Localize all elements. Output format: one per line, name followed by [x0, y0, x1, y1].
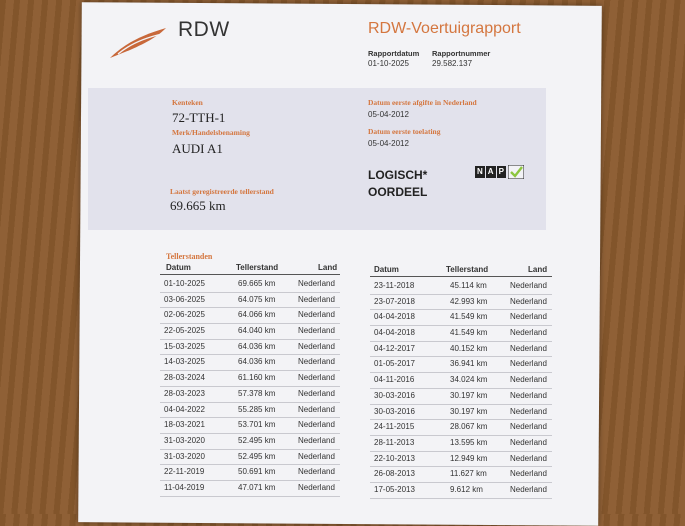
table-row [370, 436, 552, 452]
header-datum: Datum [374, 265, 399, 274]
header-rule [160, 274, 340, 275]
cell-datum: 04-11-2016 [374, 375, 415, 385]
cell-datum: 04-12-2017 [374, 343, 415, 353]
oordeel-line1: LOGISCH* [368, 168, 428, 182]
cell-land: Nederland [298, 373, 335, 383]
afgifte-value: 05-04-2012 [368, 110, 409, 119]
table-row [370, 467, 552, 483]
cell-datum: 23-07-2018 [374, 296, 415, 306]
cell-datum: 02-06-2025 [164, 310, 205, 320]
table-row [160, 481, 340, 497]
table-row [160, 308, 340, 324]
cell-stand: 45.114 km [450, 281, 487, 290]
cell-datum: 23-11-2018 [374, 281, 415, 290]
cell-land: Nederland [510, 469, 547, 479]
cell-datum: 22-10-2013 [374, 453, 415, 463]
table-row [370, 405, 552, 421]
cell-land: Nederland [298, 310, 335, 320]
kenteken-label: Kenteken [172, 98, 203, 107]
cell-stand: 30.197 km [450, 390, 488, 400]
rapportnummer-value: 29.582.137 [432, 59, 473, 68]
cell-stand: 42.993 km [450, 296, 488, 306]
cell-stand: 40.152 km [450, 343, 488, 353]
cell-land: Nederland [510, 281, 547, 290]
cell-stand: 64.036 km [238, 341, 276, 351]
cell-stand: 28.067 km [450, 422, 488, 432]
cell-stand: 57.378 km [238, 388, 276, 398]
cell-datum: 04-04-2018 [374, 328, 415, 338]
cell-land: Nederland [298, 420, 335, 430]
cell-land: Nederland [298, 388, 335, 398]
cell-stand: 55.285 km [238, 404, 276, 414]
rapportdatum-label: Rapportdatum [368, 49, 420, 58]
table-row [370, 326, 552, 342]
cell-land: Nederland [510, 328, 547, 338]
cell-datum: 30-03-2016 [374, 390, 415, 400]
cell-stand: 11.627 km [450, 469, 487, 479]
cell-datum: 18-03-2021 [164, 420, 205, 430]
cell-stand: 12.949 km [450, 453, 488, 463]
cell-stand: 69.665 km [238, 279, 276, 288]
cell-stand: 36.941 km [450, 359, 488, 369]
cell-stand: 34.024 km [450, 375, 488, 385]
cell-land: Nederland [510, 359, 547, 369]
cell-datum: 03-06-2025 [164, 294, 205, 304]
cell-datum: 22-11-2019 [164, 467, 205, 477]
cell-stand: 64.036 km [238, 357, 276, 367]
cell-datum: 31-03-2020 [164, 435, 205, 445]
cell-datum: 17-05-2013 [374, 484, 415, 494]
cell-datum: 31-03-2020 [164, 451, 205, 461]
cell-datum: 14-03-2025 [164, 357, 205, 367]
table-row [160, 450, 340, 466]
cell-stand: 61.160 km [238, 373, 276, 383]
table-row [160, 371, 340, 387]
nap-logo [475, 165, 524, 179]
cell-land: Nederland [510, 422, 547, 432]
nap-letter: P [498, 167, 504, 176]
tellerstand-value: 69.665 km [170, 198, 226, 213]
cell-datum: 22-05-2025 [164, 326, 205, 336]
header-land: Land [318, 263, 338, 272]
table-row [370, 295, 552, 311]
cell-land: Nederland [510, 343, 547, 353]
table-row [370, 279, 552, 295]
cell-stand: 64.040 km [238, 326, 276, 336]
table-row [160, 277, 340, 293]
table-row [370, 310, 552, 326]
table-row [370, 452, 552, 468]
cell-land: Nederland [298, 482, 335, 492]
oordeel-text [368, 167, 427, 201]
rdw-logo [108, 24, 170, 60]
cell-datum: 01-10-2025 [164, 279, 205, 288]
cell-land: Nederland [510, 406, 547, 416]
cell-datum: 28-03-2024 [164, 373, 205, 383]
cell-stand: 64.075 km [238, 294, 276, 304]
cell-land: Nederland [510, 375, 547, 385]
afgifte-label: Datum eerste afgifte in Nederland [368, 98, 477, 107]
cell-land: Nederland [510, 312, 547, 322]
nap-letter: A [487, 167, 494, 176]
cell-datum: 30-03-2016 [374, 406, 415, 416]
table-row [370, 342, 552, 358]
tellerstanden-left-list [160, 277, 340, 497]
cell-stand: 9.612 km [450, 484, 483, 494]
cell-stand: 52.495 km [238, 451, 276, 461]
table-row [370, 357, 552, 373]
cell-land: Nederland [298, 467, 335, 477]
table-row [370, 420, 552, 436]
rapportdatum-value: 01-10-2025 [368, 59, 409, 68]
cell-datum: 26-08-2013 [374, 469, 415, 479]
cell-datum: 24-11-2015 [374, 422, 415, 432]
merk-label: Merk/Handelsbenaming [172, 128, 250, 137]
header-rule [370, 276, 552, 277]
cell-land: Nederland [510, 484, 547, 494]
cell-datum: 28-03-2023 [164, 388, 205, 398]
tellerstand-label: Laatst geregistreerde tellerstand [170, 187, 274, 196]
rapportnummer-label: Rapportnummer [432, 49, 491, 58]
cell-land: Nederland [510, 453, 547, 463]
cell-land: Nederland [298, 294, 335, 304]
table-row [370, 373, 552, 389]
cell-land: Nederland [510, 390, 547, 400]
tellerstanden-right-list [370, 279, 552, 499]
table-row [160, 418, 340, 434]
cell-datum: 01-05-2017 [374, 359, 415, 369]
cell-stand: 64.066 km [238, 310, 276, 320]
tellerstanden-title: Tellerstanden [166, 252, 213, 261]
cell-stand: 53.701 km [238, 420, 276, 430]
check-icon [508, 165, 524, 179]
cell-stand: 13.595 km [450, 437, 488, 447]
cell-land: Nederland [298, 279, 335, 288]
header-land: Land [528, 265, 548, 274]
header-datum: Datum [166, 263, 191, 272]
table-row [160, 324, 340, 340]
cell-datum: 11-04-2019 [164, 482, 205, 492]
toelating-value: 05-04-2012 [368, 139, 409, 148]
cell-datum: 28-11-2013 [374, 437, 415, 447]
cell-stand: 41.549 km [450, 312, 488, 322]
table-row [160, 465, 340, 481]
table-row [160, 387, 340, 403]
cell-datum: 04-04-2018 [374, 312, 415, 322]
merk-value: AUDI A1 [172, 141, 223, 156]
header-tellerstand: Tellerstand [236, 263, 279, 272]
table-row [160, 434, 340, 450]
table-row [160, 403, 340, 419]
table-row [160, 340, 340, 356]
table-row [370, 389, 552, 405]
header-tellerstand: Tellerstand [446, 265, 489, 274]
cell-datum: 04-04-2022 [164, 404, 205, 414]
kenteken-value: 72-TTH-1 [172, 110, 226, 125]
cell-land: Nederland [298, 435, 335, 445]
table-row [160, 355, 340, 371]
table-row [160, 293, 340, 309]
toelating-label: Datum eerste toelating [368, 127, 441, 136]
cell-stand: 52.495 km [238, 435, 276, 445]
cell-land: Nederland [510, 296, 547, 306]
cell-stand: 41.549 km [450, 328, 488, 338]
cell-land: Nederland [510, 437, 547, 447]
report-title: RDW-Voertuigrapport [368, 20, 521, 37]
brand-name: RDW [178, 18, 230, 41]
oordeel-line2: OORDEEL [368, 185, 428, 199]
vehicle-info-band [88, 88, 546, 230]
table-row [370, 483, 552, 499]
nap-letter: N [477, 167, 483, 176]
cell-stand: 47.071 km [238, 482, 276, 492]
cell-land: Nederland [298, 326, 335, 336]
cell-land: Nederland [298, 404, 335, 414]
cell-land: Nederland [298, 341, 335, 351]
cell-land: Nederland [298, 451, 335, 461]
cell-land: Nederland [298, 357, 335, 367]
cell-stand: 50.691 km [238, 467, 276, 477]
cell-datum: 15-03-2025 [164, 341, 205, 351]
cell-stand: 30.197 km [450, 406, 488, 416]
